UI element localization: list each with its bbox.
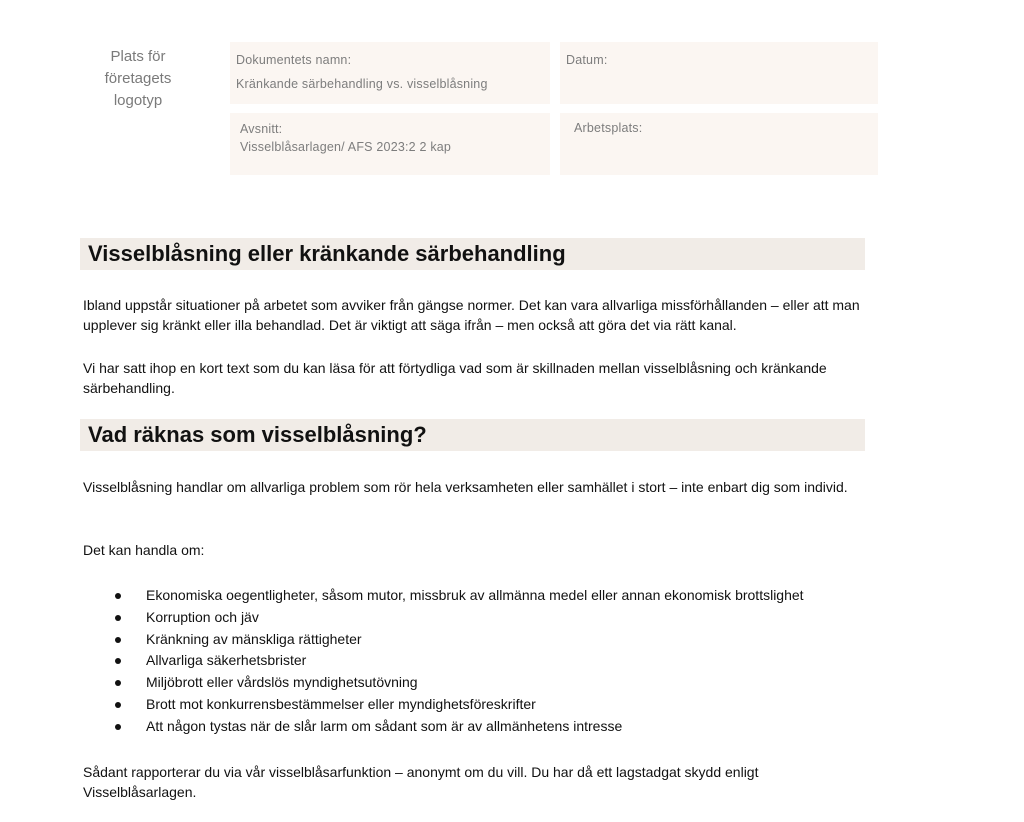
section-field[interactable] <box>230 113 550 175</box>
section-label: Avsnitt: <box>240 122 283 136</box>
list-item-text: Allvarliga säkerhetsbrister <box>146 652 307 669</box>
bullet-list <box>111 585 804 738</box>
document-name-value: Kränkande särbehandling vs. visselblåsning <box>236 77 488 91</box>
logo-placeholder-line: företagets <box>104 70 172 87</box>
bullet-icon <box>115 637 121 643</box>
list-item <box>111 585 804 607</box>
bullet-icon <box>115 593 121 599</box>
bullet-icon <box>115 658 121 664</box>
list-item <box>111 716 804 738</box>
bullet-icon <box>115 615 121 621</box>
paragraph: Ibland uppstår situationer på arbetet som avviker från gängse normer. Det kan vara allvarliga missförhållanden – eller att man upplever sig kränkt eller illa behandlad. Det är viktigt att säga ifrån – men också att göra det via rätt kanal. <box>83 297 860 333</box>
bullet-icon <box>115 702 121 708</box>
logo-placeholder-line: logotyp <box>113 92 163 109</box>
bullet-icon <box>115 680 121 686</box>
paragraph: Det kan handla om: <box>83 542 205 558</box>
date-field[interactable] <box>560 42 878 104</box>
list-item-text: Kränkning av mänskliga rättigheter <box>146 630 362 647</box>
list-item-text: Att någon tystas när de slår larm om sådant som är av allmänhetens intresse <box>146 717 623 734</box>
section-value: Visselblåsarlagen/ AFS 2023:2 2 kap <box>240 140 452 154</box>
list-item <box>111 694 804 716</box>
heading-text: Vad räknas som visselblåsning? <box>88 422 427 447</box>
list-item <box>111 650 804 672</box>
paragraph: Vi har satt ihop en kort text som du kan läsa för att förtydliga vad som är skillnaden mellan visselblåsning och kränkande särbehandling. <box>83 360 827 396</box>
list-item-text: Brott mot konkurrensbestämmelser eller myndighetsföreskrifter <box>146 695 536 712</box>
bullet-icon <box>115 724 121 730</box>
heading-text: Visselblåsning eller kränkande särbehandling <box>88 241 566 266</box>
list-item-text: Korruption och jäv <box>146 608 259 625</box>
document-name-label: Dokumentets namn: <box>236 53 352 67</box>
list-item <box>111 629 804 651</box>
section-heading <box>80 419 865 451</box>
logo-placeholder <box>88 46 188 112</box>
list-item <box>111 607 804 629</box>
section-heading <box>80 238 865 270</box>
workplace-field[interactable] <box>560 113 878 175</box>
date-label: Datum: <box>566 53 608 67</box>
logo-placeholder-line: Plats för <box>110 48 166 65</box>
paragraph: Sådant rapporterar du via vår visselblåsarfunktion – anonymt om du vill. Du har då ett lagstadgat skydd enligt Visselblåsarlagen. <box>83 764 759 800</box>
workplace-label: Arbetsplats: <box>574 121 643 135</box>
list-item <box>111 672 804 694</box>
list-item-text: Ekonomiska oegentligheter, såsom mutor, missbruk av allmänna medel eller annan ekonomisk brottslighet <box>146 587 804 603</box>
document-name-field[interactable] <box>230 42 550 104</box>
paragraph: Visselblåsning handlar om allvarliga problem som rör hela verksamheten eller samhället i stort – inte enbart dig som individ. <box>83 479 848 495</box>
list-item-text: Miljöbrott eller vårdslös myndighetsutövning <box>146 674 418 691</box>
